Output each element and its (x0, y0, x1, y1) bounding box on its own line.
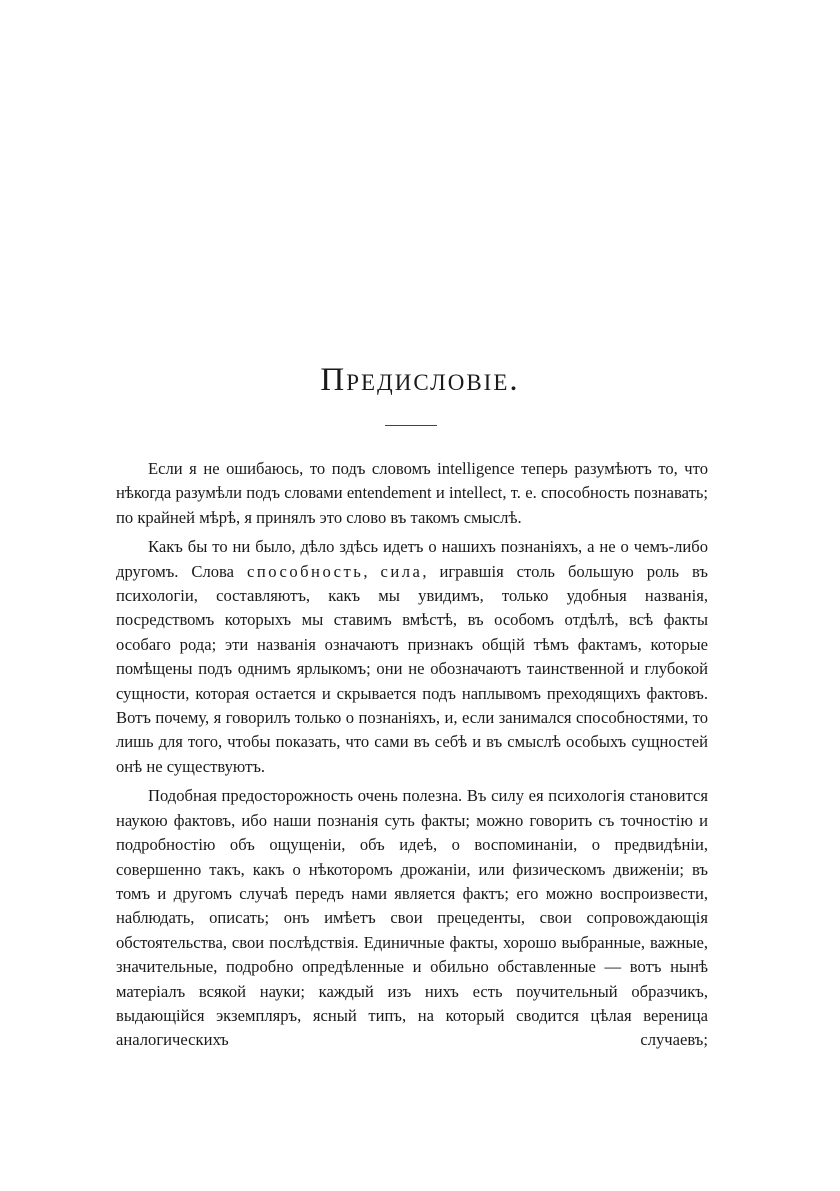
paragraph-2-comma: , (363, 561, 381, 581)
emphasized-term-sposobnost: способность (247, 561, 364, 581)
page-title: Предисловіе. (320, 362, 520, 398)
paragraph-1: Если я не ошибаюсь, то подъ словомъ intelligence теперь разумѣютъ то, что нѣкогда разумѣли подъ словами entendement и intellect, т. е. способность познавать; по крайней мѣрѣ, я принялъ это слово въ такомъ смыслѣ. (116, 459, 708, 527)
paragraph-2 (116, 535, 708, 779)
paragraph-2-text-a: Какъ бы то ни было, дѣло здѣсь идетъ о нашихъ познаніяхъ, а не о чемъ-либо другомъ. Слова (116, 537, 708, 581)
emphasized-term-sila: сила (380, 561, 423, 581)
paragraph-2-text-b: , игравшія столь большую роль въ психологіи, составляютъ, какъ мы увидимъ, только удобныя названія, посредствомъ которыхъ мы ставимъ вмѣстѣ, въ особомъ отдѣлѣ, всѣ факты особаго рода; эти названія означаютъ признакъ общій тѣмъ фактамъ, которые помѣщены подъ однимъ ярлыкомъ; они не обозначаютъ таинственной и глубокой сущности, которая остается и скрывается подъ наплывомъ преходящихъ фактовъ. Вотъ почему, я говорилъ только о познаніяхъ, и, если занимался способностями, то лишь для того, чтобы показать, что сами въ себѣ и въ смыслѣ особыхъ сущностей онѣ не существуютъ. (116, 561, 708, 776)
title-divider (385, 425, 437, 426)
body-text (116, 457, 708, 1058)
paragraph-3: Подобная предосторожность очень полезна. Въ силу ея психологія становится наукою фактовъ, ибо наши познанія суть факты; можно говорить съ точностію и подробностію объ ощущеніи, объ идеѣ, о воспоминаніи, о предвидѣніи, совершенно такъ, какъ о нѣкоторомъ дрожаніи, или физическомъ движеніи; въ томъ и другомъ случаѣ передъ нами является фактъ; его можно воспроизвести, наблюдать, описать; онъ имѣетъ свои прецеденты, свои сопровождающія обстоятельства, свои послѣдствія. Единичные факты, хорошо выбранные, важные, значительные, подробно опредѣленные и обильно обставленные — вотъ нынѣ матеріалъ всякой науки; каждый изъ нихъ есть поучительный образчикъ, выдающійся экземпляръ, ясный типъ, на который сводится цѣлая вереница аналогическихъ случаевъ; (116, 786, 708, 1050)
